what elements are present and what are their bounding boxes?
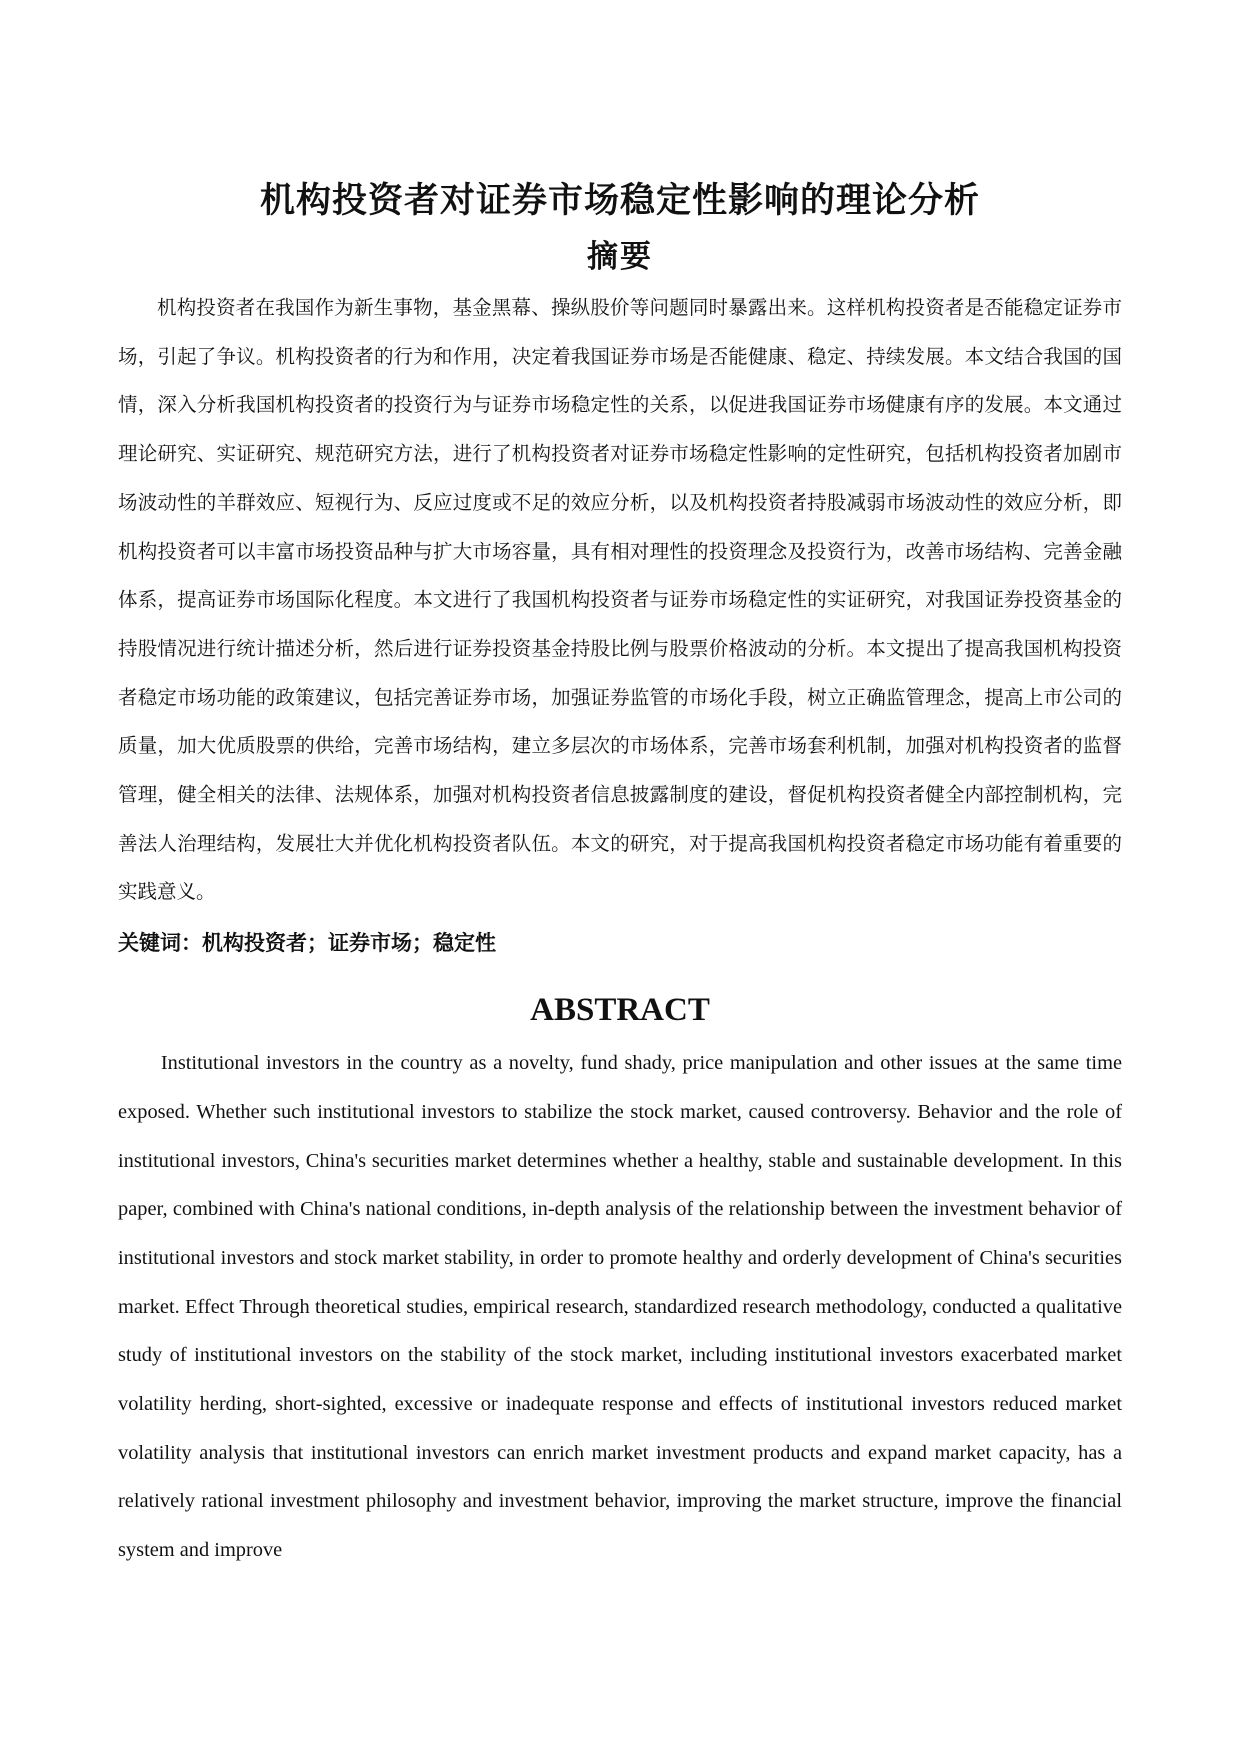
abstract-text-english: Institutional investors in the country as a novelty, fund shady, price manipulation and other issues at the same time exposed. Whether such institutional investors to stabilize the stock market, caused controversy. Behavior and the role of institutional investors, China's securities market determines whether a healthy, stable and sustainable development. In this paper, combined with China's national conditions, in-depth analysis of the relationship between the investment behavior of institutional investors and stock market stability, in order to promote healthy and orderly development of China's securities market. Effect Through theoretical studies, empirical research, standardized research methodology, conducted a qualitative study of institutional investors on the stability of the stock market, including institutional investors exacerbated market volatility herding, short-sighted, excessive or inadequate response and effects of institutional investors reduced market volatility analysis that institutional investors can enrich market investment products and expand market capacity, has a relatively rational investment philosophy and investment behavior, improving the market structure, improve the financial system and improve [118,1052,1122,1562]
page-content [118,172,1122,1575]
abstract-text-chinese: 机构投资者在我国作为新生事物，基金黑幕、操纵股价等问题同时暴露出来。这样机构投资者是否能稳定证券市场，引起了争议。机构投资者的行为和作用，决定着我国证券市场是否能健康、稳定、持续发展。本文结合我国的国情，深入分析我国机构投资者的投资行为与证券市场稳定性的关系，以促进我国证券市场健康有序的发展。本文通过理论研究、实证研究、规范研究方法，进行了机构投资者对证券市场稳定性影响的定性研究，包括机构投资者加剧市场波动性的羊群效应、短视行为、反应过度或不足的效应分析，以及机构投资者持股减弱市场波动性的效应分析，即机构投资者可以丰富市场投资品种与扩大市场容量，具有相对理性的投资理念及投资行为，改善市场结构、完善金融体系，提高证券市场国际化程度。本文进行了我国机构投资者与证券市场稳定性的实证研究，对我国证券投资基金的持股情况进行统计描述分析，然后进行证券投资基金持股比例与股票价格波动的分析。本文提出了提高我国机构投资者稳定市场功能的政策建议，包括完善证券市场，加强证券监管的市场化手段，树立正确监管理念，提高上市公司的质量，加大优质股票的供给，完善市场结构，建立多层次的市场体系，完善市场套利机制，加强对机构投资者的监督管理，健全相关的法律、法规体系，加强对机构投资者信息披露制度的建设，督促机构投资者健全内部控制机构，完善法人治理结构，发展壮大并优化机构投资者队伍。本文的研究，对于提高我国机构投资者稳定市场功能有着重要的实践意义。 [118,296,1122,904]
keywords-line: 关键词：机构投资者；证券市场；稳定性 [118,931,496,956]
abstract-heading-chinese: 摘要 [587,239,653,275]
paper-title: 机构投资者对证券市场稳定性影响的理论分析 [259,181,980,221]
abstract-heading-english: ABSTRACT [530,992,710,1029]
